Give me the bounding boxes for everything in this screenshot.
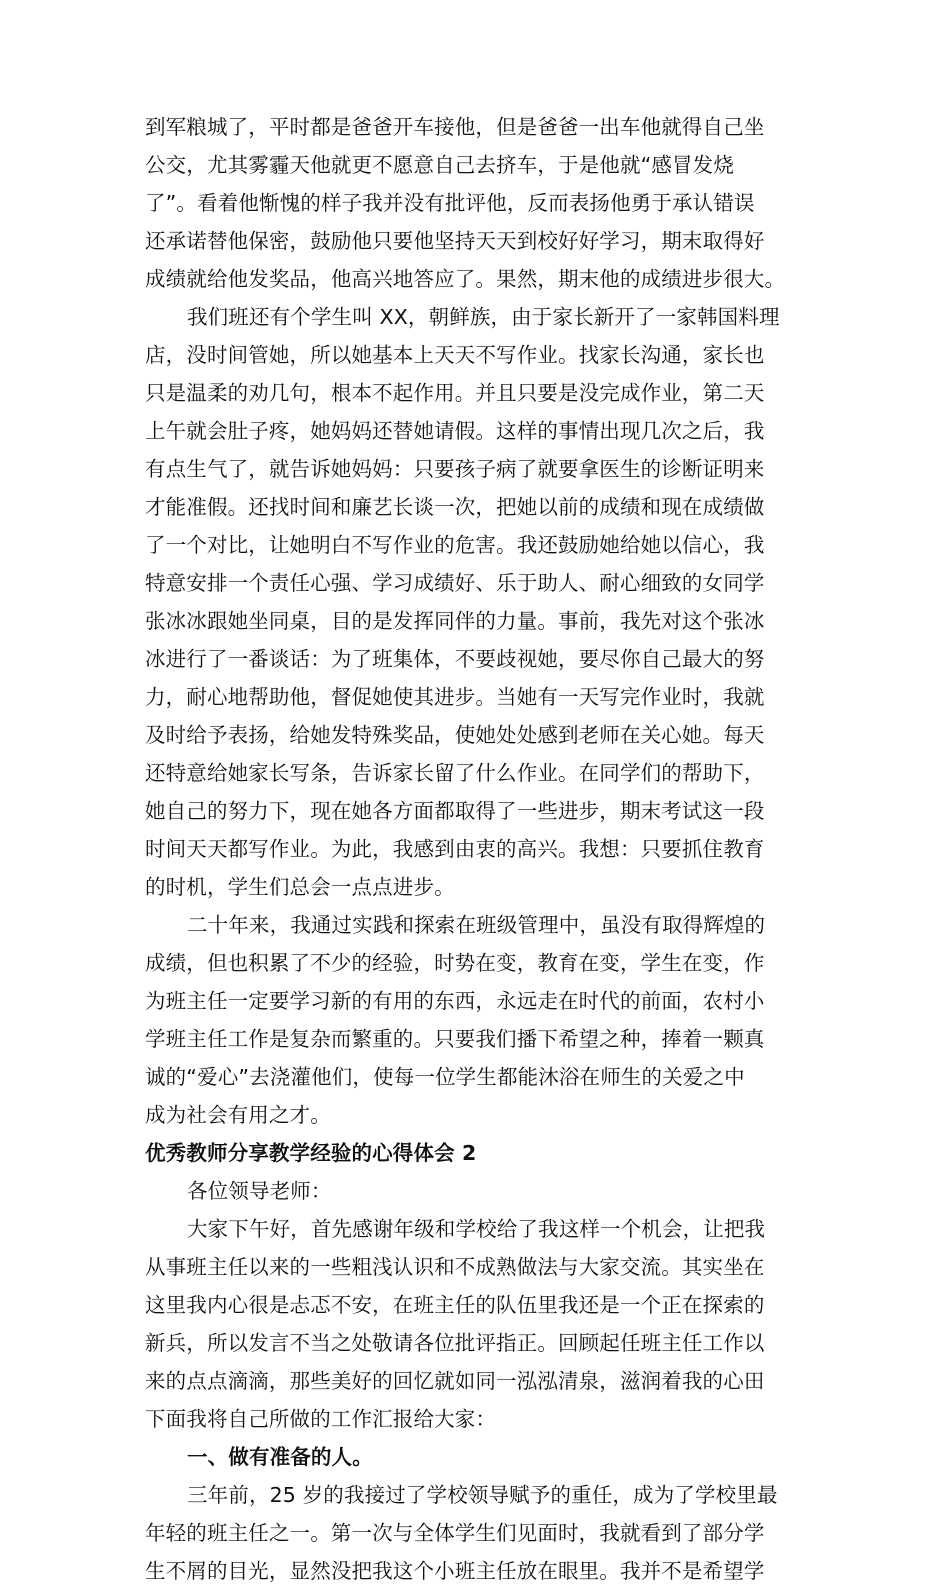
text-line: 才能准假。还找时间和廉艺长谈一次，把她以前的成绩和现在成绩做 [145, 495, 765, 519]
text-line: 新兵，所以发言不当之处敬请各位批评指正。回顾起任班主任工作以 [145, 1331, 765, 1355]
text-line: 下面我将自己所做的工作汇报给大家： [145, 1407, 497, 1431]
text-line: 冰进行了一番谈话：为了班集体，不要歧视她，要尽你自己最大的努 [145, 647, 765, 671]
text-line: 公交，尤其雾霾天他就更不愿意自己去挤车，于是他就“感冒发烧 [145, 153, 734, 177]
text-line: 这里我内心很是忐忑不安，在班主任的队伍里我还是一个正在探索的 [145, 1293, 765, 1317]
text-line: 到军粮城了，平时都是爸爸开车接他，但是爸爸一出车他就得自己坐 [145, 115, 765, 139]
text-line: 各位领导老师： [187, 1179, 332, 1203]
text-line: 只是温柔的劝几句，根本不起作用。并且只要是没完成作业，第二天 [145, 381, 765, 405]
text-line: 从事班主任以来的一些粗浅认识和不成熟做法与大家交流。其实坐在 [145, 1255, 765, 1279]
text-line: 的时机，学生们总会一点点进步。 [145, 875, 455, 899]
text-line: 学班主任工作是复杂而繁重的。只要我们播下希望之种，捧着一颗真 [145, 1027, 765, 1051]
text-line: 成绩就给他发奖品，他高兴地答应了。果然，期末他的成绩进步很大。 [145, 267, 786, 291]
text-line: 还特意给她家长写条，告诉家长留了什么作业。在同学们的帮助下， [145, 761, 765, 785]
text-line: 及时给予表扬，给她发特殊奖品，使她处处感到老师在关心她。每天 [145, 723, 765, 747]
text-line: 成为社会有用之才。 [145, 1103, 331, 1127]
text-line: 特意安排一个责任心强、学习成绩好、乐于助人、耐心细致的女同学 [145, 571, 765, 595]
text-line: 时间天天都写作业。为此，我感到由衷的高兴。我想：只要抓住教育 [145, 837, 765, 861]
text-line: 有点生气了，就告诉她妈妈：只要孩子病了就要拿医生的诊断证明来 [145, 457, 765, 481]
text-line: 还承诺替他保密，鼓励他只要他坚持天天到校好好学习，期末取得好 [145, 229, 765, 253]
text-line: 来的点点滴滴，那些美好的回忆就如同一泓泓清泉，滋润着我的心田 [145, 1369, 765, 1393]
text-line: 为班主任一定要学习新的有用的东西，永远走在时代的前面，农村小 [145, 989, 765, 1013]
text-line: 我们班还有个学生叫 XX，朝鲜族，由于家长新开了一家韩国料理 [187, 305, 780, 329]
text-line: 了一个对比，让她明白不写作业的危害。我还鼓励她给她以信心，我 [145, 533, 765, 557]
text-line: 店，没时间管她，所以她基本上天天不写作业。找家长沟通，家长也 [145, 343, 765, 367]
text-line: 诚的“爱心”去浇灌他们，使每一位学生都能沐浴在师生的关爱之中 [145, 1065, 745, 1089]
text-line: 她自己的努力下，现在她各方面都取得了一些进步，期末考试这一段 [145, 799, 765, 823]
text-line: 三年前，25 岁的我接过了学校领导赋予的重任，成为了学校里最 [187, 1483, 778, 1507]
text-line: 年轻的班主任之一。第一次与全体学生们见面时，我就看到了部分学 [145, 1521, 765, 1545]
text-line: 力，耐心地帮助他，督促她使其进步。当她有一天写完作业时，我就 [145, 685, 765, 709]
text-line: 生不屑的目光，显然没把我这个小班主任放在眼里。我并不是希望学 [145, 1559, 765, 1583]
text-line: 大家下午好，首先感谢年级和学校给了我这样一个机会，让把我 [187, 1217, 766, 1241]
section-heading: 优秀教师分享教学经验的心得体会 2 [145, 1141, 477, 1165]
text-line: 二十年来，我通过实践和探索在班级管理中，虽没有取得辉煌的 [187, 913, 766, 937]
text-line: 张冰冰跟她坐同桌，目的是发挥同伴的力量。事前，我先对这个张冰 [145, 609, 765, 633]
text-line: 上午就会肚子疼，她妈妈还替她请假。这样的事情出现几次之后，我 [145, 419, 765, 443]
document-body [145, 108, 810, 1590]
section-heading: 一、做有准备的人。 [187, 1445, 373, 1469]
text-line: 了”。看着他惭愧的样子我并没有批评他，反而表扬他勇于承认错误 [145, 191, 755, 215]
text-line: 成绩，但也积累了不少的经验，时势在变，教育在变，学生在变，作 [145, 951, 765, 975]
